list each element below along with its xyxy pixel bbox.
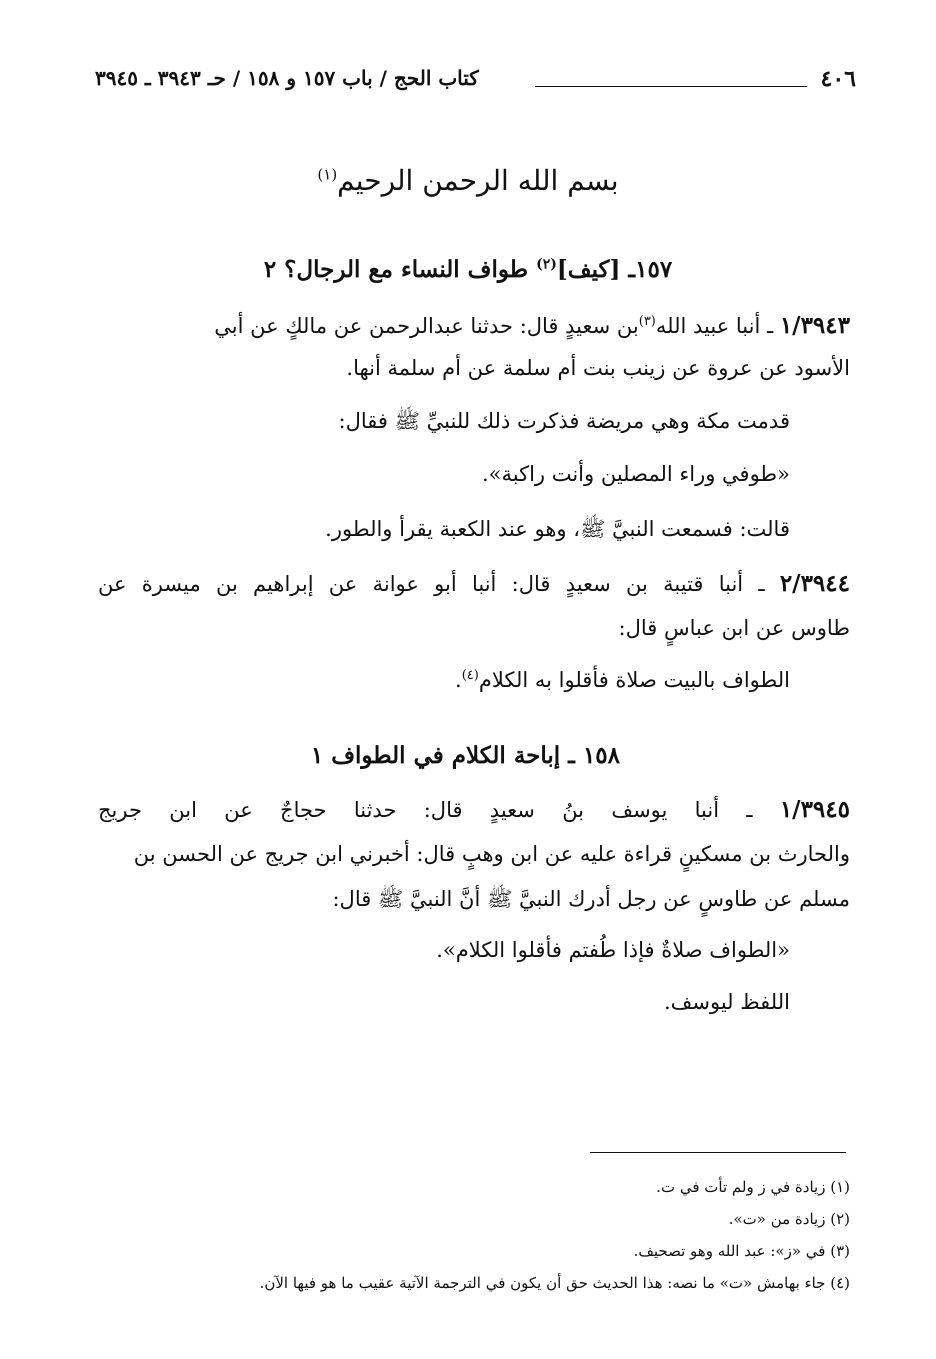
hadith-3944-end: . (455, 668, 462, 692)
footnote-4: (٤) جاء بهامش «ت» ما نصه: هذا الحديث حق أن يكون في الترجمة الآتية عقيب ما هو فيها الآن. (259, 1274, 850, 1292)
hadith-3943-number: ١/٣٩٤٣ (779, 312, 850, 339)
hadith-3944-number: ٢/٣٩٤٤ (779, 570, 850, 597)
hadith-3944-quote: الطواف بالبيت صلاة فأقلوا به الكلام (478, 668, 790, 692)
chapter-157-title-rest: طواف النساء مع الرجال؟ ٢ (263, 256, 537, 283)
basmala-text: بسم الله الرحمن الرحيم (337, 164, 619, 197)
hadith-3944-line-2: طاوس عن ابن عباسٍ قال: (618, 616, 850, 640)
chapter-157-title: ـ [كيف] (556, 256, 636, 283)
chapter-158-heading (311, 742, 620, 769)
hadith-3944-line-3 (455, 668, 790, 692)
hadith-3945-line-3: مسلم عن طاوسٍ عن رجل أدرك النبيَّ ﷺ أنَّ النبيَّ ﷺ قال: (332, 887, 850, 911)
footnote-2: (٢) زيادة من «ت». (728, 1210, 850, 1228)
hadith-3944-line-1 (98, 570, 850, 597)
footnote-1: (١) زيادة في ز ولم تأت في ت. (656, 1178, 850, 1196)
page-number: ٤٠٦ (820, 66, 856, 92)
hadith-3945-number: ١/٣٩٤٥ (779, 796, 850, 823)
hadith-3943-footnote-ref: (٣) (638, 314, 656, 329)
chapter-157-footnote-ref: (٢) (536, 256, 557, 273)
hadith-3943-quote: «طوفي وراء المصلين وأنت راكبة». (481, 462, 790, 486)
hadith-3945-line-1 (98, 796, 850, 823)
running-title: كتاب الحج / باب ١٥٧ و ١٥٨ / حـ ٣٩٤٣ ـ ٣٩٤٥ (95, 66, 479, 90)
hadith-3943-line-1 (214, 312, 850, 339)
chapter-157-number: ١٥٧ (635, 256, 673, 283)
hadith-3945-line-5: اللفظ ليوسف. (663, 990, 790, 1014)
hadith-3945-text: ـ أنبا يوسف بنُ سعيدٍ قال: حدثنا حجاجٌ عن ابن جريج (98, 798, 780, 822)
header-rule (535, 86, 807, 87)
footnote-3: (٣) في «ز»: عبد الله وهو تصحيف. (633, 1242, 850, 1260)
hadith-3943-line-5: قالت: فسمعت النبيَّ ﷺ، وهو عند الكعبة يقرأ والطور. (325, 517, 790, 541)
hadith-3943-text-a: ـ أنبا عبيد الله (655, 314, 780, 338)
hadith-3943-line-2: الأسود عن عروة عن زينب بنت أم سلمة عن أم سلمة أنها. (346, 356, 850, 380)
basmala-heading (0, 164, 936, 197)
chapter-158-title: ـ إباحة الكلام في الطواف ١ (310, 742, 583, 769)
hadith-3945-quote: «الطواف صلاةٌ فإذا طُفتم فأقلوا الكلام». (436, 938, 790, 962)
hadith-3944-footnote-ref: (٤) (461, 668, 479, 683)
hadith-3943-line-3: قدمت مكة وهي مريضة فذكرت ذلك للنبيِّ ﷺ فقال: (338, 409, 790, 433)
chapter-158-number: ١٥٨ (582, 742, 620, 769)
basmala-footnote-ref: (١) (317, 165, 338, 184)
chapter-157-heading (0, 256, 936, 283)
hadith-3945-line-2: والحارث بن مسكينٍ قراءة عليه عن ابن وهبٍ قال: أخبرني ابن جريج عن الحسن بن (133, 842, 850, 866)
footnote-rule (590, 1152, 846, 1153)
hadith-3943-text-b: بن سعيدٍ قال: حدثنا عبدالرحمن عن مالكٍ عن أبي (214, 314, 639, 338)
hadith-3944-text: ـ أنبا قتيبة بن سعيدٍ قال: أنبا أبو عوانة عن إبراهيم بن ميسرة عن (98, 572, 780, 596)
